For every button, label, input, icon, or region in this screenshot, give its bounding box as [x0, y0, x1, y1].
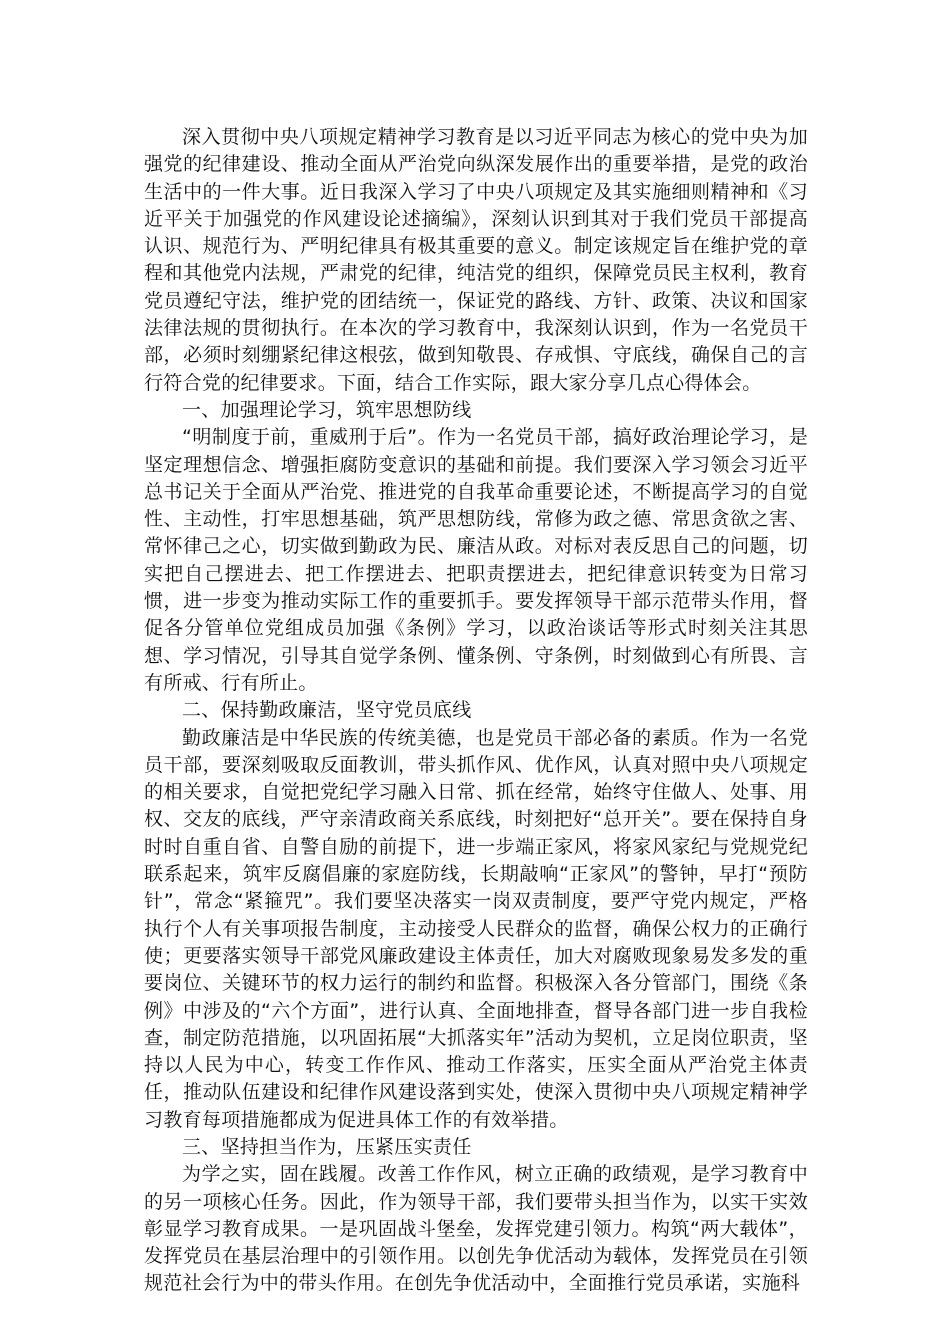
section-1-heading: 一、加强理论学习，筑牢思想防线 [182, 398, 472, 421]
section-1-paragraph: “明制度于前，重威刑于后”。作为一名党员干部，搞好政治理论学习，是坚定理想信念、增强拒腐防变意识的基础和前提。我们要深入学习领会习近平总书记关于全面从严治党、推进党的自我革命重要论述，不断提高学习的自觉性、主动性，打牢思想基础，筑严思想防线，常修为政之德、常思贪欲之害、常怀律己之心，切实做到勤政为民、廉洁从政。对标对表反思自己的问题，切实把自己摆进去、把工作摆进去、把职责摆进去，把纪律意识转变为日常习惯，进一步变为推动实际工作的重要抓手。要发挥领导干部示范带头作用，督促各分管单位党组成员加强《条例》学习，以政治谈话等形式时刻关注其思想、学习情况，引导其自觉学条例、懂条例、守条例，时刻做到心有所畏、言有所戒、行有所止。 [144, 426, 808, 694]
intro-paragraph: 深入贯彻中央八项规定精神学习教育是以习近平同志为核心的党中央为加强党的纪律建设、推动全面从严治党向纵深发展作出的重要举措，是党的政治生活中的一件大事。近日我深入学习了中央八项规定及其实施细则精神和《习近平关于加强党的作风建设论述摘编》，深刻认识到其对于我们党员干部提高认识、规范行为、严明纪律具有极其重要的意义。制定该规定旨在维护党的章程和其他党内法规，严肃党的纪律，纯洁党的组织，保障党员民主权利，教育党员遵纪守法，维护党的团结统一，保证党的路线、方针、政策、决议和国家法律法规的贯彻执行。在本次的学习教育中，我深刻认识到，作为一名党员干部，必须时刻绷紧纪律这根弦，做到知敬畏、存戒惧、守底线，确保自己的言行符合党的纪律要求。下面，结合工作实际，跟大家分享几点心得体会。 [144, 126, 808, 394]
section-3-paragraph: 为学之实，固在践履。改善工作作风，树立正确的政绩观，是学习教育中的另一项核心任务。因此，作为领导干部，我们要带头担当作为，以实干实效彰显学习教育成果。一是巩固战斗堡垒，发挥党建引领力。构筑“两大载体”，发挥党员在基层治理中的引领作用。以创先争优活动为载体，发挥党员在引领规范社会行为中的带头作用。在创先争优活动中，全面推行党员承诺，实施科 [144, 1163, 808, 1295]
document-body [144, 124, 808, 1298]
section-2-heading: 二、保持勤政廉洁，坚守党员底线 [182, 699, 472, 722]
section-3-heading: 三、坚持担当作为，压紧压实责任 [182, 1135, 472, 1158]
section-2-paragraph: 勤政廉洁是中华民族的传统美德，也是党员干部必备的素质。作为一名党员干部，要深刻吸取反面教训，带头抓作风、优作风，认真对照中央八项规定的相关要求，自觉把党纪学习融入日常、抓在经常，始终守住做人、处事、用权、交友的底线，严守亲清政商关系底线，时刻把好“总开关”。要在保持自身时时自重自省、自警自励的前提下，进一步端正家风，将家风家纪与党规党纪联系起来，筑牢反腐倡廉的家庭防线，长期敲响“正家风”的警钟，早打“预防针”，常念“紧箍咒”。我们要坚决落实一岗双责制度，要严守党内规定，严格执行个人有关事项报告制度，主动接受人民群众的监督，确保公权力的正确行使；更要落实领导干部党风廉政建设主体责任，加大对腐败现象易发多发的重要岗位、关键环节的权力运行的制约和监督。积极深入各分管部门，围绕《条例》中涉及的“六个方面”，进行认真、全面地排查，督导各部门进一步自我检查，制定防范措施，以巩固拓展“大抓落实年”活动为契机，立足岗位职责，坚持以人民为中心，转变工作作风、推动工作落实，压实全面从严治党主体责任，推动队伍建设和纪律作风建设落到实处，使深入贯彻中央八项规定精神学习教育每项措施都成为促进具体工作的有效举措。 [144, 726, 808, 1131]
